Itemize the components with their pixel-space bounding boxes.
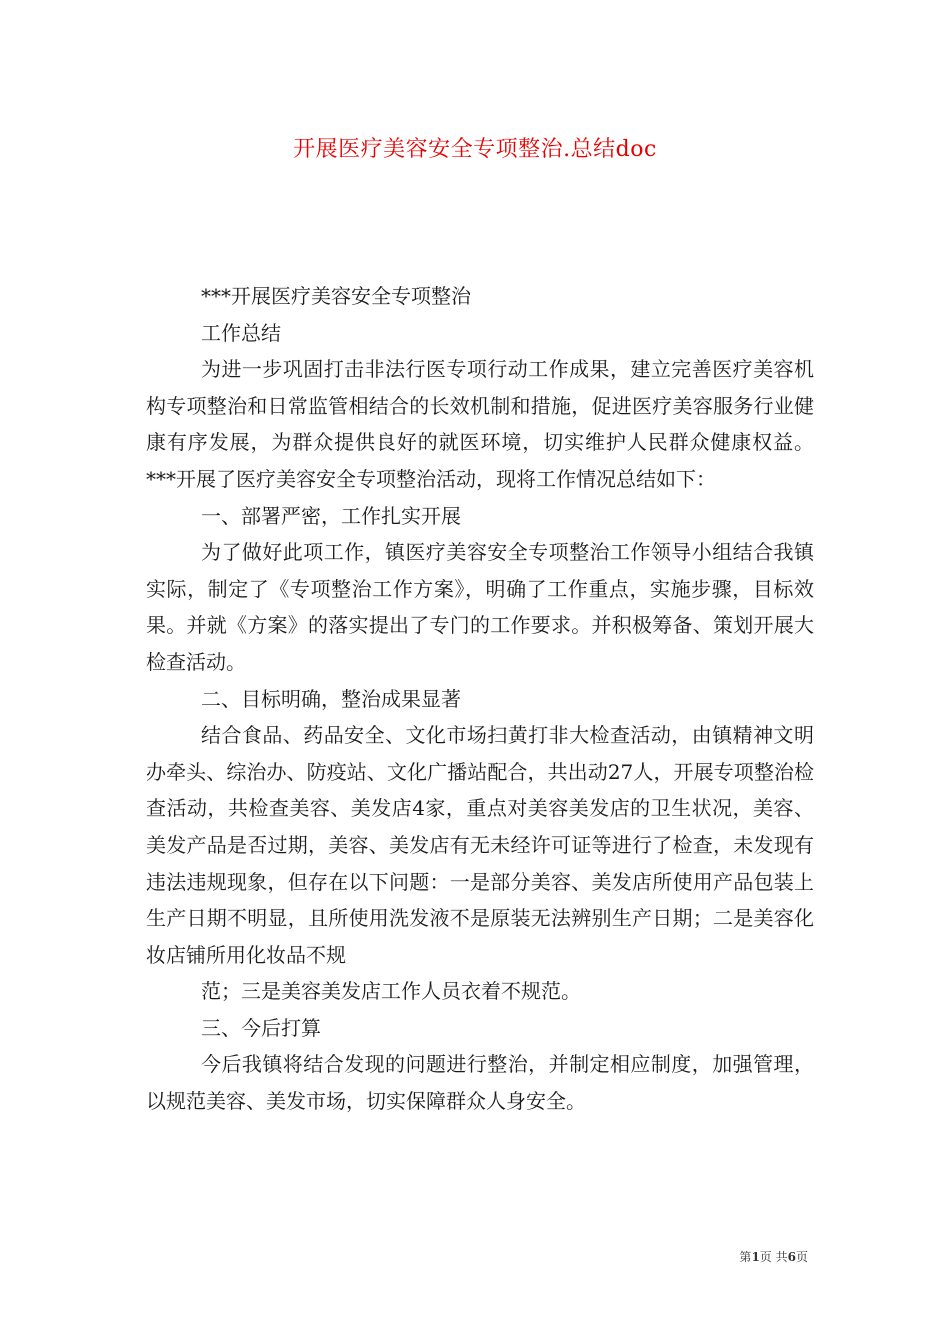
document-title: 开展医疗美容安全专项整治.总结doc (293, 137, 657, 162)
paragraph: 结合食品、药品安全、文化市场扫黄打非大检查活动，由镇精神文明办牵头、综治办、防疫站、文化广播站配合，共出动27人，开展专项整治检查活动，共检查美容、美发店4家，重点对美容美发店的卫生状况，美容、美发产品是否过期，美容、美发店有无未经许可证等进行了检查，未发现有违法违规现象，但存在以下问题：一是部分美容、美发店所使用产品包装上生产日期不明显，且所使用洗发液不是原装无法辨别生产日期；二是美容化妆店铺所用化妆品不规 (146, 723, 814, 967)
section-heading: 三、今后打算 (201, 1015, 321, 1040)
paragraph: 为了做好此项工作，镇医疗美容安全专项整治工作领导小组结合我镇实际，制定了《专项整治工作方案》，明确了工作重点，实施步骤，目标效果。并就《方案》的落实提出了专门的工作要求。并积极筹备、策划开展大检查活动。 (146, 540, 814, 674)
footer-suffix: 页 (795, 1250, 808, 1264)
section-heading: 二、目标明确，整治成果显著 (201, 686, 461, 711)
paragraph: 工作总结 (201, 320, 281, 345)
footer-prefix: 第 (739, 1250, 752, 1264)
paragraph: ***开展医疗美容安全专项整治 (201, 284, 471, 308)
page-footer (739, 1248, 808, 1265)
paragraph: 今后我镇将结合发现的问题进行整治，并制定相应制度，加强管理，以规范美容、美发市场，切实保障群众人身安全。 (146, 1052, 814, 1114)
footer-middle: 页 共 (759, 1250, 788, 1264)
document-body (146, 278, 814, 1120)
paragraph: 为进一步巩固打击非法行医专项行动工作成果，建立完善医疗美容机构专项整治和日常监管相结合的长效机制和措施，促进医疗美容服务行业健康有序发展，为群众提供良好的就医环境，切实维护人民群众健康权益。***开展了医疗美容安全专项整治活动，现将工作情况总结如下： (146, 357, 814, 491)
total-page-count: 6 (787, 1250, 796, 1264)
paragraph: 范；三是美容美发店工作人员衣着不规范。 (201, 979, 581, 1004)
current-page-number: 1 (751, 1250, 760, 1264)
section-heading: 一、部署严密，工作扎实开展 (201, 503, 461, 528)
